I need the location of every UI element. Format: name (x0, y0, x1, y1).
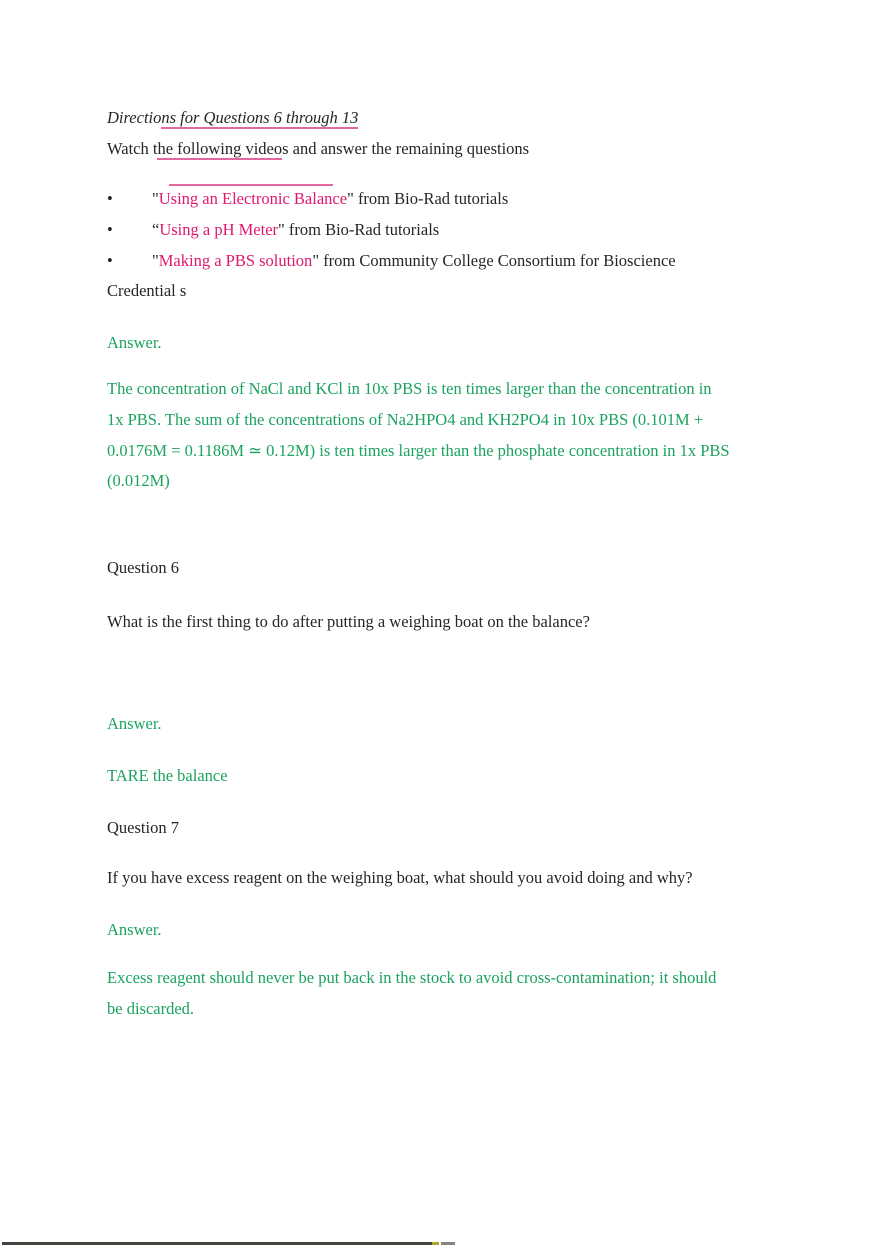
open-quote: " (152, 251, 159, 270)
intro-plain-end: s and answer the remaining questions (282, 139, 530, 158)
question6-heading: Question 6 (107, 558, 179, 577)
bullet-icon: • (107, 189, 113, 208)
answer-label-pbs: Answer. (107, 333, 162, 352)
question7-text: If you have excess reagent on the weighing boat, what should you avoid doing and why? (107, 868, 693, 887)
video-source: from Bio-Rad tutorials (284, 220, 440, 239)
answer-line: Excess reagent should never be put back in the stock to avoid cross-contamination; it should (107, 968, 717, 987)
bullet-icon: • (107, 251, 113, 270)
video-link-pbs-solution[interactable]: Making a PBS solution (158, 251, 313, 270)
open-quote: “ (152, 220, 160, 239)
answer-text-q6: TARE the balance (107, 766, 228, 785)
question7-heading: Question 7 (107, 818, 179, 837)
close-quote: " (312, 251, 320, 270)
close-quote: " (278, 220, 285, 239)
intro-plain-start: Watch t (107, 139, 158, 158)
video-link-electronic-balance[interactable]: Using an Electronic Balance (158, 189, 348, 208)
answer-label-q6: Answer. (107, 714, 162, 733)
answer-line: 0.0176M = 0.1186M ≃ 0.12M) is ten times larger than the phosphate concentration in 1x PBS (107, 440, 730, 460)
answer-label-q7: Answer. (107, 920, 162, 939)
close-quote: " (347, 189, 354, 208)
answer-line: The concentration of NaCl and KCl in 10x PBS is ten times larger than the concentration in (107, 379, 712, 398)
video-link-ph-meter[interactable]: Using a pH Meter (159, 220, 279, 239)
open-quote: " (152, 189, 159, 208)
question6-text: What is the first thing to do after putting a weighing boat on the balance? (107, 612, 590, 631)
answer-text-q7 (107, 962, 716, 1024)
answer-line: 1x PBS. The sum of the concentrations of Na2HPO4 and KH2PO4 in 10x PBS (0.101M + (107, 409, 704, 429)
directions-heading-plain: Directio (107, 108, 162, 127)
video-bullet-1 (107, 183, 508, 214)
video-bullet-3 (107, 245, 676, 276)
answer-line: be discarded. (107, 999, 195, 1018)
progress-bar-filled (2, 1242, 432, 1245)
video-bullet-2 (107, 214, 439, 245)
directions-heading (107, 102, 358, 133)
answer-text-pbs (107, 374, 730, 497)
intro-line (107, 133, 529, 164)
video-bullet-wrap-line: Credential s (107, 281, 187, 300)
video-source: from Community College Consortium for Bioscience (319, 251, 676, 270)
directions-heading-underlined: ns for Questions 6 through 13 (161, 108, 359, 127)
answer-line: (0.012M) (107, 471, 170, 491)
progress-bar-tail (441, 1242, 455, 1245)
intro-underlined: he following video (157, 139, 283, 158)
bullet-icon: • (107, 220, 113, 239)
progress-playhead[interactable] (432, 1242, 439, 1245)
video-source: from Bio-Rad tutorials (353, 189, 509, 208)
